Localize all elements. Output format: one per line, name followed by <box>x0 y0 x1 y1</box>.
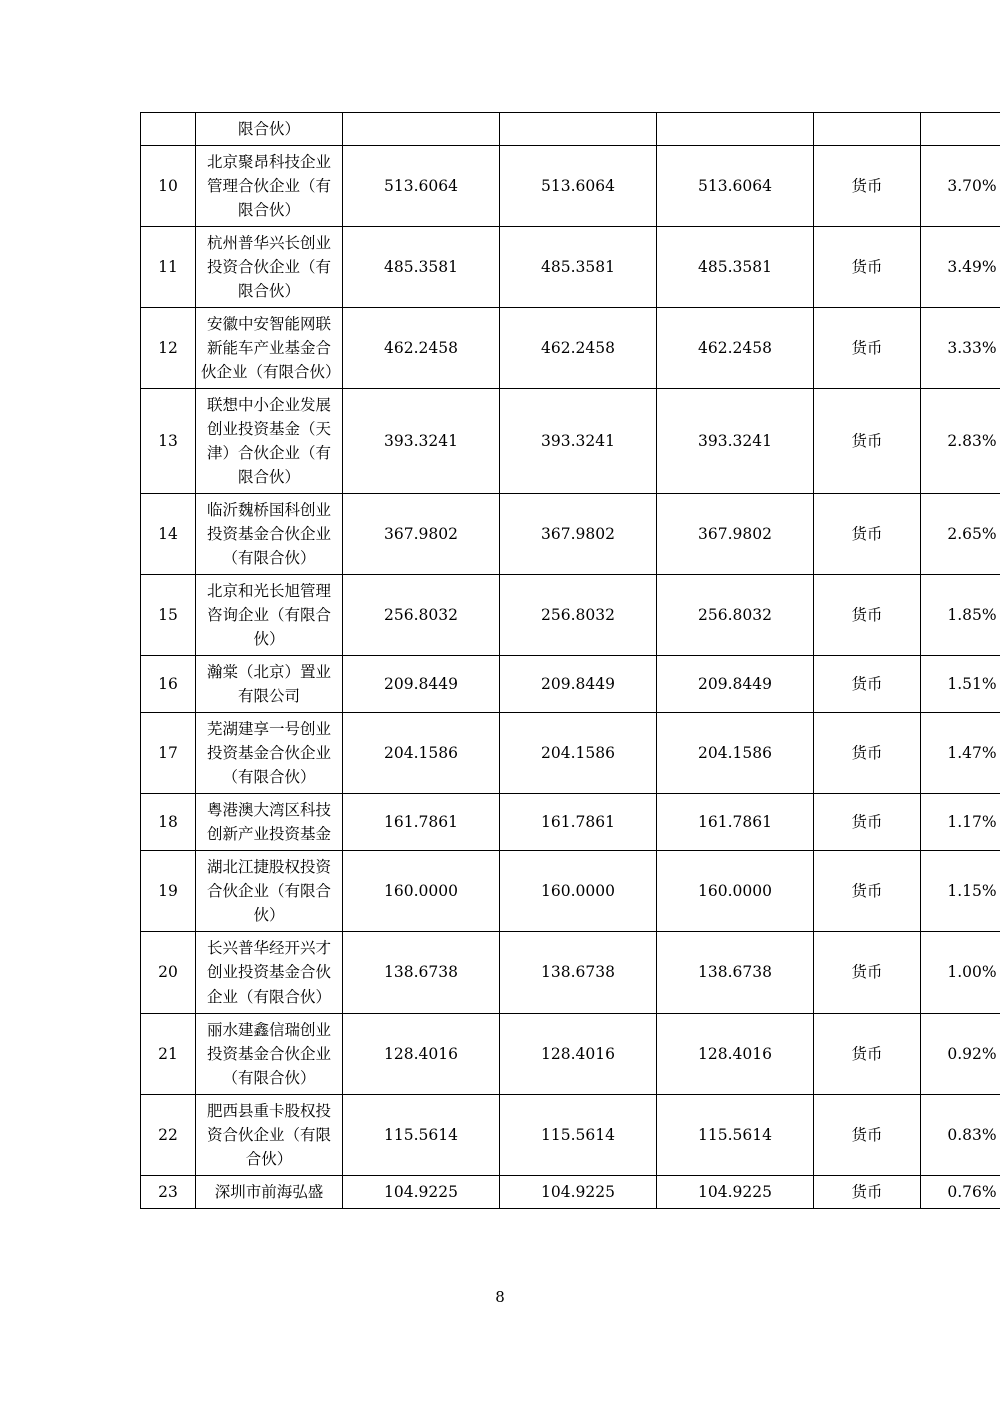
row-name: 深圳市前海弘盛 <box>196 1175 343 1208</box>
row-amount-1 <box>343 113 500 146</box>
row-percent: 1.85% <box>921 575 1000 656</box>
table-row <box>141 308 1000 389</box>
row-name: 联想中小企业发展创业投资基金（天津）合伙企业（有限合伙） <box>196 389 343 494</box>
row-amount-3: 485.3581 <box>657 227 814 308</box>
row-type: 货币 <box>814 1175 921 1208</box>
row-index: 14 <box>141 494 196 575</box>
row-type: 货币 <box>814 1013 921 1094</box>
row-amount-1: 128.4016 <box>343 1013 500 1094</box>
row-name: 粤港澳大湾区科技创新产业投资基金 <box>196 794 343 851</box>
row-percent: 2.83% <box>921 389 1000 494</box>
row-percent: 1.51% <box>921 656 1000 713</box>
row-index: 15 <box>141 575 196 656</box>
row-type: 货币 <box>814 1094 921 1175</box>
row-amount-2: 115.5614 <box>500 1094 657 1175</box>
row-type: 货币 <box>814 146 921 227</box>
row-type: 货币 <box>814 575 921 656</box>
row-amount-1: 485.3581 <box>343 227 500 308</box>
row-amount-3 <box>657 113 814 146</box>
row-name: 北京和光长旭管理咨询企业（有限合伙） <box>196 575 343 656</box>
row-amount-3: 138.6738 <box>657 932 814 1013</box>
row-amount-2: 513.6064 <box>500 146 657 227</box>
row-amount-2: 462.2458 <box>500 308 657 389</box>
table-row <box>141 656 1000 713</box>
row-name: 长兴普华经开兴才创业投资基金合伙企业（有限合伙） <box>196 932 343 1013</box>
row-type: 货币 <box>814 494 921 575</box>
row-amount-2: 160.0000 <box>500 851 657 932</box>
row-name: 瀚棠（北京）置业有限公司 <box>196 656 343 713</box>
row-percent: 1.15% <box>921 851 1000 932</box>
table-row <box>141 1094 1000 1175</box>
table-row <box>141 713 1000 794</box>
row-amount-2: 393.3241 <box>500 389 657 494</box>
row-name: 临沂魏桥国科创业投资基金合伙企业（有限合伙） <box>196 494 343 575</box>
row-index: 22 <box>141 1094 196 1175</box>
row-amount-2: 204.1586 <box>500 713 657 794</box>
page-number: 8 <box>495 1288 505 1306</box>
row-type: 货币 <box>814 656 921 713</box>
row-amount-1: 104.9225 <box>343 1175 500 1208</box>
table-row <box>141 575 1000 656</box>
row-type: 货币 <box>814 227 921 308</box>
row-index: 12 <box>141 308 196 389</box>
row-percent: 1.00% <box>921 932 1000 1013</box>
row-percent: 0.83% <box>921 1094 1000 1175</box>
table-row <box>141 932 1000 1013</box>
row-amount-3: 462.2458 <box>657 308 814 389</box>
row-percent: 0.92% <box>921 1013 1000 1094</box>
row-name: 北京聚昂科技企业管理合伙企业（有限合伙） <box>196 146 343 227</box>
row-amount-3: 160.0000 <box>657 851 814 932</box>
row-amount-3: 367.9802 <box>657 494 814 575</box>
table-row <box>141 1175 1000 1208</box>
row-type: 货币 <box>814 308 921 389</box>
row-amount-1: 115.5614 <box>343 1094 500 1175</box>
table-row <box>141 227 1000 308</box>
row-name: 限合伙） <box>196 113 343 146</box>
row-name: 安徽中安智能网联新能车产业基金合伙企业（有限合伙） <box>196 308 343 389</box>
row-amount-2: 256.8032 <box>500 575 657 656</box>
row-index: 10 <box>141 146 196 227</box>
row-amount-3: 204.1586 <box>657 713 814 794</box>
row-amount-2: 138.6738 <box>500 932 657 1013</box>
row-amount-1: 513.6064 <box>343 146 500 227</box>
row-index: 11 <box>141 227 196 308</box>
row-name: 芜湖建享一号创业投资基金合伙企业（有限合伙） <box>196 713 343 794</box>
row-amount-3: 128.4016 <box>657 1013 814 1094</box>
table-row <box>141 851 1000 932</box>
row-amount-3: 393.3241 <box>657 389 814 494</box>
row-amount-1: 160.0000 <box>343 851 500 932</box>
shareholder-contribution-table <box>140 112 1000 1209</box>
row-amount-1: 204.1586 <box>343 713 500 794</box>
table-row <box>141 1013 1000 1094</box>
row-index: 13 <box>141 389 196 494</box>
table-row <box>141 794 1000 851</box>
row-percent: 2.65% <box>921 494 1000 575</box>
row-type: 货币 <box>814 932 921 1013</box>
row-percent: 1.47% <box>921 713 1000 794</box>
row-name: 湖北江捷股权投资合伙企业（有限合伙） <box>196 851 343 932</box>
row-percent: 3.33% <box>921 308 1000 389</box>
row-amount-3: 161.7861 <box>657 794 814 851</box>
row-amount-1: 367.9802 <box>343 494 500 575</box>
row-amount-3: 256.8032 <box>657 575 814 656</box>
table-body <box>141 113 1000 1209</box>
row-type <box>814 113 921 146</box>
row-amount-1: 462.2458 <box>343 308 500 389</box>
row-name: 丽水建鑫信瑞创业投资基金合伙企业（有限合伙） <box>196 1013 343 1094</box>
table-row <box>141 389 1000 494</box>
row-amount-3: 209.8449 <box>657 656 814 713</box>
row-amount-1: 161.7861 <box>343 794 500 851</box>
row-amount-1: 209.8449 <box>343 656 500 713</box>
row-name: 肥西县重卡股权投资合伙企业（有限合伙） <box>196 1094 343 1175</box>
row-index <box>141 113 196 146</box>
row-index: 19 <box>141 851 196 932</box>
row-amount-2 <box>500 113 657 146</box>
row-type: 货币 <box>814 851 921 932</box>
row-name: 杭州普华兴长创业投资合伙企业（有限合伙） <box>196 227 343 308</box>
row-amount-3: 115.5614 <box>657 1094 814 1175</box>
row-percent: 3.70% <box>921 146 1000 227</box>
row-amount-1: 256.8032 <box>343 575 500 656</box>
row-type: 货币 <box>814 713 921 794</box>
row-percent <box>921 113 1000 146</box>
row-index: 21 <box>141 1013 196 1094</box>
row-amount-2: 485.3581 <box>500 227 657 308</box>
row-percent: 0.76% <box>921 1175 1000 1208</box>
row-amount-3: 104.9225 <box>657 1175 814 1208</box>
row-index: 16 <box>141 656 196 713</box>
table-row <box>141 113 1000 146</box>
row-amount-2: 367.9802 <box>500 494 657 575</box>
row-index: 20 <box>141 932 196 1013</box>
row-type: 货币 <box>814 389 921 494</box>
row-index: 18 <box>141 794 196 851</box>
row-amount-2: 128.4016 <box>500 1013 657 1094</box>
row-amount-2: 161.7861 <box>500 794 657 851</box>
row-amount-1: 138.6738 <box>343 932 500 1013</box>
row-percent: 1.17% <box>921 794 1000 851</box>
row-index: 23 <box>141 1175 196 1208</box>
row-amount-2: 209.8449 <box>500 656 657 713</box>
row-type: 货币 <box>814 794 921 851</box>
row-amount-2: 104.9225 <box>500 1175 657 1208</box>
row-amount-3: 513.6064 <box>657 146 814 227</box>
row-index: 17 <box>141 713 196 794</box>
table-row <box>141 146 1000 227</box>
row-percent: 3.49% <box>921 227 1000 308</box>
row-amount-1: 393.3241 <box>343 389 500 494</box>
table-row <box>141 494 1000 575</box>
